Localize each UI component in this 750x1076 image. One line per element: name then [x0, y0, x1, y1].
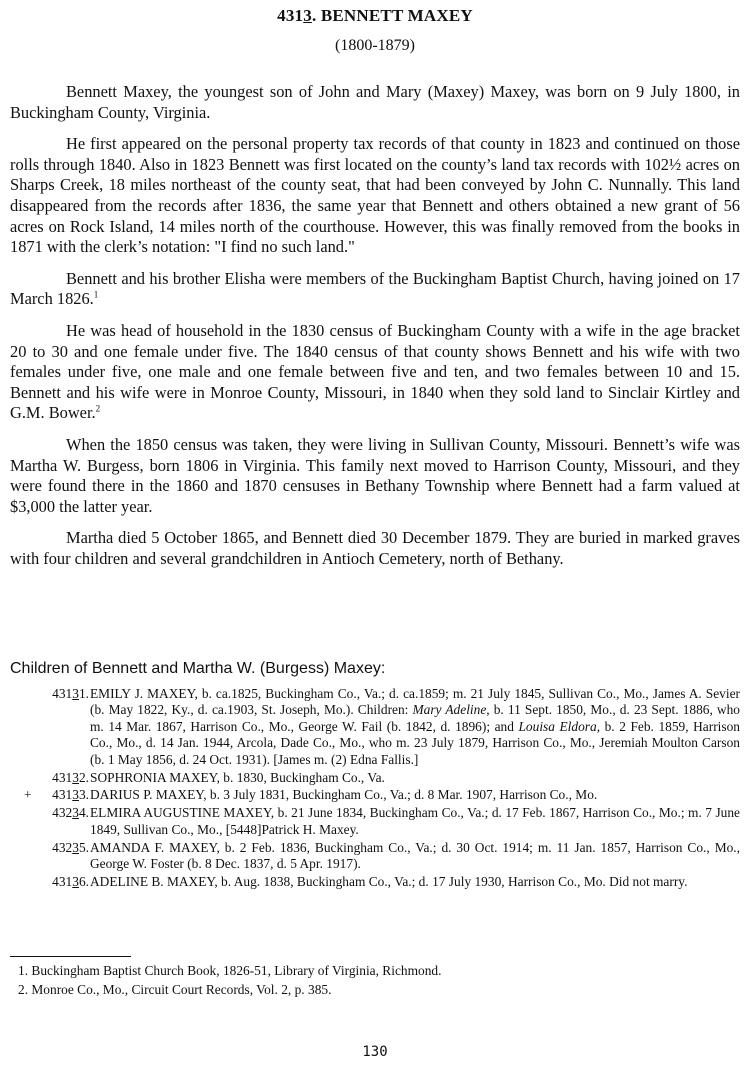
child-number: 43132. [52, 769, 89, 785]
paragraph-text: He was head of household in the 1830 census of Buckingham County with a wife in the age bracket 20 to 30 and one female under five. The 1840 census of that county shows Bennett and his wife with two females under five, one male and one female between five and ten, and two females between 10 and 15. Bennett and his wife were in Monroe County, Missouri, in 1840 when they sold land to Sinclair Kirtley and G.M. Bower. [10, 320, 740, 423]
paragraph: Martha died 5 October 1865, and Bennett died 30 December 1879. They are buried in marked graves with four children and several grandchildren in Antioch Cemetery, north of Bethany. [10, 528, 740, 568]
child-text: AMANDA F. MAXEY, b. 2 Feb. 1836, Buckingham Co., Va.; d. 30 Oct. 1914; m. 11 Jan. 1857, Harrison Co., Mo., George W. Foster (b. 8 Dec. 1837, d. 5 Apr. 1917). [90, 839, 740, 872]
child-entry [10, 805, 740, 838]
child-entry [10, 770, 740, 786]
title-number-prefix: 431 [277, 6, 304, 25]
paragraph [10, 269, 740, 310]
grandchild-name: Louisa Eldora [518, 718, 597, 734]
paragraph [10, 321, 740, 424]
footnote-ref: 2 [95, 403, 101, 414]
child-text: DARIUS P. MAXEY, b. 3 July 1831, Buckingham Co., Va.; d. 8 Mar. 1907, Harrison Co., Mo. [90, 787, 598, 803]
title-period: . [311, 6, 317, 25]
life-dates: (1800-1879) [335, 37, 415, 54]
child-text: SOPHRONIA MAXEY, b. 1830, Buckingham Co., Va. [90, 769, 385, 785]
biography-body [10, 82, 740, 569]
has-descendants-marker: + [24, 787, 32, 803]
footnotes [18, 962, 738, 999]
child-text: , b. 2 Feb. 1859, Harrison Co., Mo., d. 14 Jan. 1944, Arcola, Dade Co., Mo., who m. 23 July 1879, Harrison Co., Mo., Jeremiah Moulton Carson (b. 1 May 1856, d. 24 Oct. 1931). [James m. (2) Edna Fallis.] [90, 718, 740, 767]
children-list [10, 686, 740, 892]
child-number: 43234. [52, 805, 89, 821]
title-name: BENNETT MAXEY [316, 6, 473, 25]
child-text: ELMIRA AUGUSTINE MAXEY, b. 21 June 1834, Buckingham Co., Va.; d. 17 Feb. 1867, Harrison Co., Mo.; m. 7 June 1849, Sullivan Co., Mo., [5448]Patrick H. Maxey. [90, 805, 740, 837]
footnote: 1. Buckingham Baptist Church Book, 1826-51, Library of Virginia, Richmond. [18, 963, 442, 978]
child-text: ADELINE B. MAXEY, b. Aug. 1838, Buckingham Co., Va.; d. 17 July 1930, Harrison Co., Mo. Did not marry. [90, 873, 688, 889]
children-heading: Children of Bennett and Martha W. (Burgess) Maxey: [10, 660, 386, 677]
child-number: 43235. [52, 839, 89, 855]
grandchild-name: Mary Adeline [412, 702, 487, 718]
paragraph: He first appeared on the personal property tax records of that county in 1823 and continued on those rolls through 1840. Also in 1823 Bennett was first located on the county’s land tax records with 102½ acres on Sharps Creek, 18 miles northeast of the county seat, that had been conveyed by John C. Nunnally. This land disappeared from the records after 1836, the same year that Bennett and others obtained a new grant of 56 acres on Rock Island, 14 miles north of the courthouse. However, this was finally removed from the books in 1871 with the clerk’s notation: "I find no such land." [10, 134, 740, 257]
child-text: , b. 11 Sept. 1850, Mo., d. 23 Sept. 1886, who m. 14 Mar. 1867, Harrison Co., Mo., George W. Fail (b. 1842, d. 1896); and [90, 702, 740, 734]
page-number: 130 [362, 1044, 388, 1060]
child-entry [10, 787, 740, 803]
child-entry [10, 686, 740, 768]
footnote: 2. Monroe Co., Mo., Circuit Court Records, Vol. 2, p. 385. [18, 981, 332, 997]
child-entry [10, 840, 740, 873]
child-number: 43136. [52, 873, 89, 889]
footnote-ref: 1 [93, 289, 99, 300]
paragraph: When the 1850 census was taken, they were living in Sullivan County, Missouri. Bennett’s wife was Martha W. Burgess, born 1806 in Virginia. This family next moved to Harrison County, Missouri, and they were found there in the 1860 and 1870 censuses in Bethany Township where Bennett had a farm valued at $3,000 the latter year. [10, 434, 740, 516]
title-number-underlined-digit: 3 [303, 6, 312, 25]
child-entry [10, 874, 740, 890]
child-number: 43131. [52, 686, 89, 701]
footnote-divider [10, 956, 131, 957]
child-text: EMILY J. MAXEY, b. ca.1825, Buckingham Co., Va.; d. ca.1859; m. 21 July 1845, Sullivan Co., Mo., James A. Sevier (b. May 1822, Ky., d. ca.1903, St. Joseph, Mo.). Children: [90, 686, 740, 718]
child-number: 43133. [52, 787, 89, 803]
paragraph: Bennett Maxey, the youngest son of John and Mary (Maxey) Maxey, was born on 9 July 1800, in Buckingham County, Virginia. [10, 82, 740, 122]
paragraph-text: Bennett and his brother Elisha were members of the Buckingham Baptist Church, having joined on 17 March 1826. [10, 268, 740, 309]
page-title [0, 6, 750, 26]
